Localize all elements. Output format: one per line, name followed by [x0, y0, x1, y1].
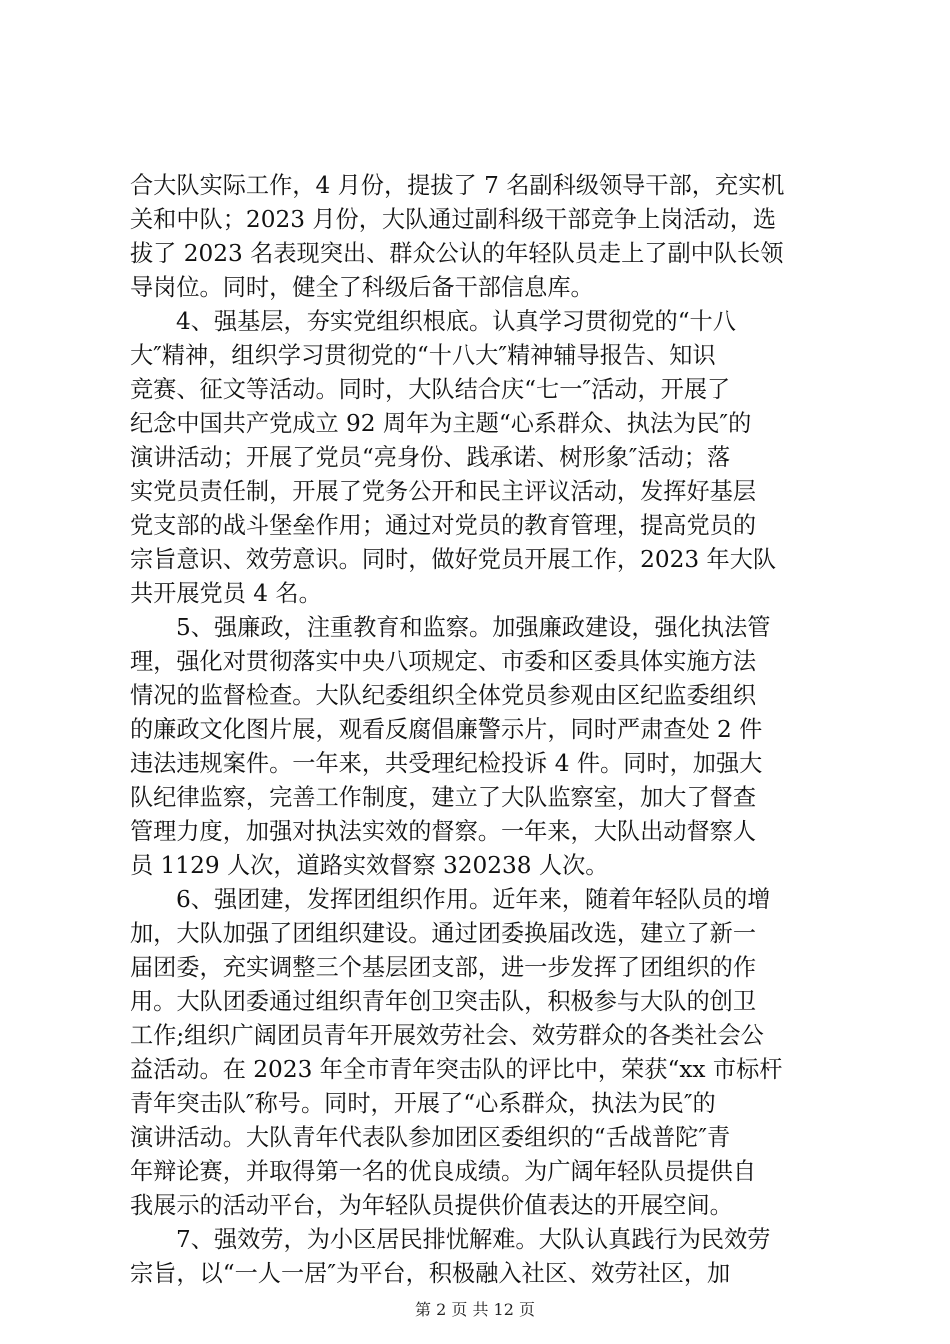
- body-text-line: 宗旨，以“一人一居″为平台，积极融入社区、效劳社区，加: [130, 1260, 731, 1287]
- page-footer: 第 2 页 共 12 页: [415, 1300, 535, 1319]
- body-text-line: 大″精神，组织学习贯彻党的“十八大″精神辅导报告、知识: [130, 342, 716, 369]
- paragraph-4-start: 4、强基层，夯实党组织根底。认真学习贯彻党的“十八: [176, 308, 736, 335]
- body-text-line: 宗旨意识、效劳意识。同时，做好党员开展工作，2023 年大队: [130, 546, 777, 573]
- body-text-line: 拔了 2023 名表现突出、群众公认的年轻队员走上了副中队长领: [130, 240, 784, 267]
- body-text-line: 理，强化对贯彻落实中央八项规定、市委和区委具体实施方法: [130, 648, 757, 675]
- body-text-line: 益活动。在 2023 年全市青年突击队的评比中，荣获“xx 市标杆: [130, 1056, 783, 1083]
- body-text-line: 队纪律监察，完善工作制度，建立了大队监察室，加大了督查: [130, 784, 757, 811]
- body-text-line: 加，大队加强了团组织建设。通过团委换届改选，建立了新一: [130, 920, 757, 947]
- body-text-line: 竞赛、征文等活动。同时，大队结合庆“七一″活动，开展了: [130, 376, 731, 403]
- body-text-line: 用。大队团委通过组织青年创卫突击队，积极参与大队的创卫: [130, 988, 757, 1015]
- body-text-line: 关和中队；2023 月份，大队通过副科级干部竞争上岗活动，选: [130, 206, 777, 233]
- body-text-line: 的廉政文化图片展，观看反腐倡廉警示片，同时严肃查处 2 件: [130, 716, 763, 743]
- body-text-line: 情况的监督检查。大队纪委组织全体党员参观由区纪监委组织: [130, 682, 757, 709]
- body-text-line: 青年突击队″称号。同时，开展了“心系群众，执法为民″的: [130, 1090, 716, 1117]
- paragraph-5-start: 5、强廉政，注重教育和监察。加强廉政建设，强化执法管: [176, 614, 771, 641]
- paragraph-6-start: 6、强团建，发挥团组织作用。近年来，随着年轻队员的增: [176, 886, 771, 913]
- body-text-line: 纪念中国共产党成立 92 周年为主题“心系群众、执法为民″的: [130, 410, 752, 437]
- body-text-line: 管理力度，加强对执法实效的督察。一年来，大队出动督察人: [130, 818, 757, 845]
- body-text-line: 年辩论赛，并取得第一名的优良成绩。为广阔年轻队员提供自: [130, 1158, 757, 1185]
- body-text-line: 合大队实际工作，4 月份，提拔了 7 名副科级领导干部，充实机: [130, 172, 785, 199]
- body-text-line: 届团委，充实调整三个基层团支部，进一步发挥了团组织的作: [130, 954, 757, 981]
- body-text-line: 实党员责任制，开展了党务公开和民主评议活动，发挥好基层: [130, 478, 757, 505]
- body-text-line: 员 1129 人次，道路实效督察 320238 人次。: [130, 852, 609, 879]
- paragraph-7-start: 7、强效劳，为小区居民排忧解难。大队认真践行为民效劳: [176, 1226, 771, 1253]
- body-text-line: 演讲活动。大队青年代表队参加团区委组织的“舌战普陀″青: [130, 1124, 731, 1151]
- body-text-line: 我展示的活动平台，为年轻队员提供价值表达的开展空间。: [130, 1192, 733, 1219]
- body-text-line: 共开展党员 4 名。: [130, 580, 322, 607]
- body-text-line: 演讲活动；开展了党员“亮身份、践承诺、树形象″活动；落: [130, 444, 731, 471]
- body-text-line: 党支部的战斗堡垒作用；通过对党员的教育管理，提高党员的: [130, 512, 757, 539]
- body-text-line: 导岗位。同时，健全了科级后备干部信息库。: [130, 274, 594, 301]
- body-text-line: 违法违规案件。一年来，共受理纪检投诉 4 件。同时，加强大: [130, 750, 763, 777]
- body-text-line: 工作;组织广阔团员青年开展效劳社会、效劳群众的各类社会公: [130, 1022, 764, 1049]
